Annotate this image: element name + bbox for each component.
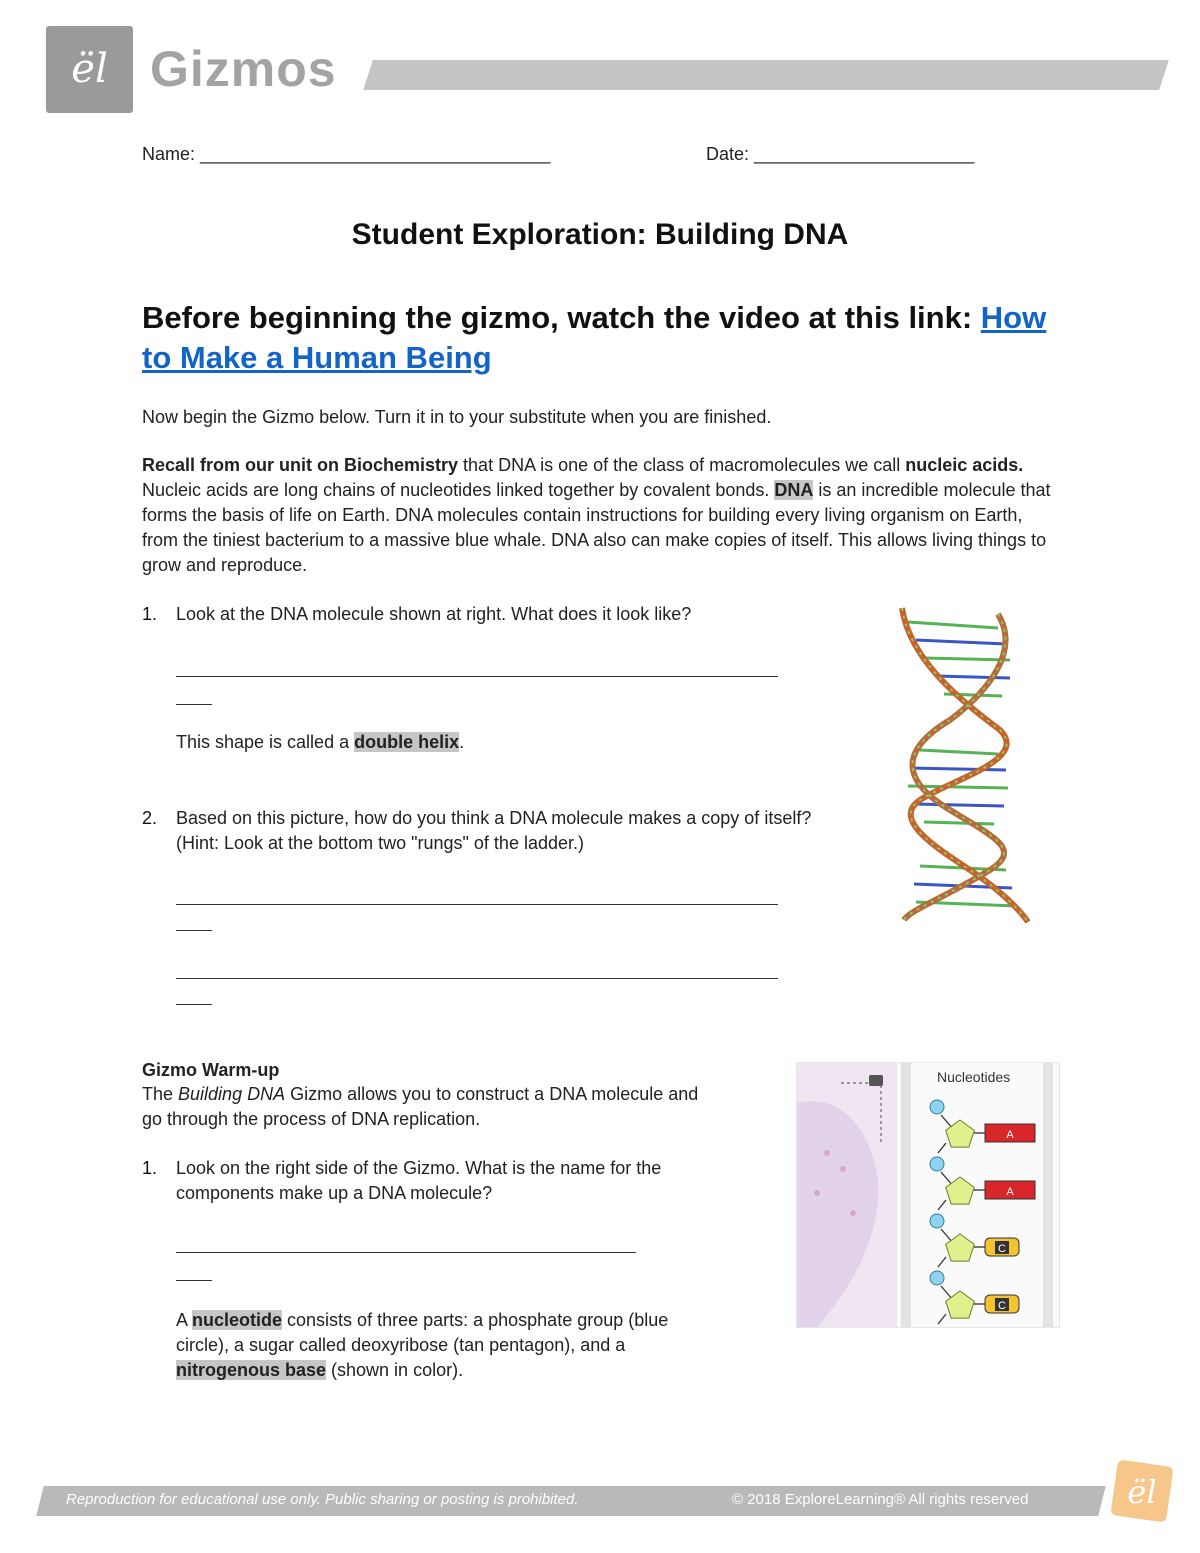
q1-text: Look at the DNA molecule shown at right. What does it look like? <box>176 604 692 624</box>
warmup-q1-answer-line-end <box>176 1280 212 1281</box>
q2-answer-line-2-end <box>176 1004 212 1005</box>
instructions: Now begin the Gizmo below. Turn it in to your substitute when you are finished. <box>142 407 772 427</box>
dna-backbone-strand-1 <box>902 608 1028 922</box>
nucleotide-a[interactable] <box>930 1100 1035 1153</box>
sugar-pentagon <box>946 1177 975 1204</box>
q1-shape-sentence <box>176 730 464 755</box>
svg-text:ël: ël <box>1127 1473 1157 1511</box>
intro-heading-text: Before beginning the gizmo, watch the video at this link: <box>142 300 981 335</box>
recall-lead: Recall from our unit on Biochemistry <box>142 455 459 475</box>
name-field[interactable]: Name: ___________________________________ <box>142 144 551 164</box>
q2-answer-line-2[interactable] <box>176 978 778 979</box>
nucleotides-list <box>797 1063 1059 1327</box>
footer-explorelearning-logo <box>1106 1455 1178 1527</box>
phosphate-circle <box>930 1271 944 1285</box>
q1-shape-post: . <box>459 732 465 752</box>
recall-text-3: is an incredible molecule that forms the basis of life on Earth. DNA molecules contain instructions for building every living organism on Earth, from the tiniest bacterium to a massive blue whale. DNA also can make copies of itself. This allows living things to grow and reproduce. <box>142 480 1051 575</box>
warmup-intro-post: Gizmo allows you to construct a DNA molecule and go through the process of DNA replication. <box>142 1084 699 1129</box>
warmup-q1-answer-line[interactable] <box>176 1252 636 1253</box>
footer-notice: Reproduction for educational use only. Public sharing or posting is prohibited. <box>66 1491 579 1508</box>
page-title: Student Exploration: Building DNA <box>351 218 849 251</box>
phosphate-circle <box>930 1157 944 1171</box>
bond-line <box>938 1314 946 1324</box>
base-letter: C <box>998 1243 1006 1255</box>
nucleic-acids-term: nucleic acids. <box>905 455 1024 475</box>
warmup-q1-text: Look on the right side of the Gizmo. What is the name for the components make up a DNA molecule? <box>176 1158 662 1203</box>
nucleotide-c[interactable] <box>930 1271 1019 1324</box>
q2-answer-line-1[interactable] <box>176 904 778 905</box>
gizmo-name: Building DNA <box>178 1084 286 1104</box>
q2-text: Based on this picture, how do you think a DNA molecule makes a copy of itself? (Hint: Look at the bottom two "rungs" of the ladder.) <box>176 808 812 853</box>
header-divider-bar <box>363 60 1169 90</box>
intro-heading <box>142 298 1062 378</box>
nitrogenous-base-term: nitrogenous base <box>176 1360 327 1380</box>
q1-number: 1. <box>142 604 158 624</box>
bond-line <box>938 1200 946 1210</box>
logo-mark: ël <box>71 46 108 92</box>
nucleotide-def-pre: A <box>176 1310 193 1330</box>
recall-text-2: Nucleic acids are long chains of nucleotides linked together by covalent bonds. <box>142 480 775 500</box>
phosphate-circle <box>930 1100 944 1114</box>
warmup-intro <box>142 1082 702 1132</box>
q2-answer-line-1-end <box>176 930 212 931</box>
warmup-intro-pre: The <box>142 1084 179 1104</box>
warmup-q1-number: 1. <box>142 1158 158 1178</box>
date-field[interactable]: Date: ______________________ <box>706 144 975 164</box>
brand-title: Gizmos <box>150 41 337 97</box>
q2-number: 2. <box>142 808 158 828</box>
base-letter: A <box>1006 1129 1014 1141</box>
double-helix-term: double helix <box>354 732 460 752</box>
video-link[interactable]: How to Make a Human Being <box>142 300 1047 375</box>
bond-line <box>938 1257 946 1267</box>
dna-term: DNA <box>774 480 814 500</box>
bond-line <box>938 1143 946 1153</box>
nucleotides-panel <box>796 1062 1060 1328</box>
recall-paragraph <box>142 453 1062 578</box>
nucleotide-c[interactable] <box>930 1214 1019 1267</box>
nucleotide-def-post: (shown in color). <box>326 1360 464 1380</box>
q1-shape-pre: This shape is called a <box>176 732 355 752</box>
explorelearning-logo <box>46 26 133 113</box>
nucleotide-term: nucleotide <box>192 1310 283 1330</box>
nucleotide-definition <box>176 1308 716 1383</box>
recall-text-1: that DNA is one of the class of macromolecules we call <box>458 455 906 475</box>
footer-copyright: © 2018 ExploreLearning® All rights reserved <box>732 1491 1029 1508</box>
base-letter: A <box>1006 1186 1014 1198</box>
sugar-pentagon <box>946 1291 975 1318</box>
base-letter: C <box>998 1300 1006 1312</box>
q1-answer-line-end <box>176 704 212 705</box>
warmup-heading: Gizmo Warm-up <box>142 1060 280 1080</box>
sugar-pentagon <box>946 1234 975 1261</box>
nucleotide-def-mid: consists of three parts: a phosphate group (blue circle), a sugar called deoxyribose (tan pentagon), and a <box>176 1310 669 1355</box>
nucleotide-a[interactable] <box>930 1157 1035 1210</box>
nucleotides-title: Nucleotides <box>937 1069 1011 1085</box>
phosphate-circle <box>930 1214 944 1228</box>
dna-double-helix-image <box>880 600 1050 930</box>
q1-answer-line[interactable] <box>176 676 778 677</box>
sugar-pentagon <box>946 1120 975 1147</box>
